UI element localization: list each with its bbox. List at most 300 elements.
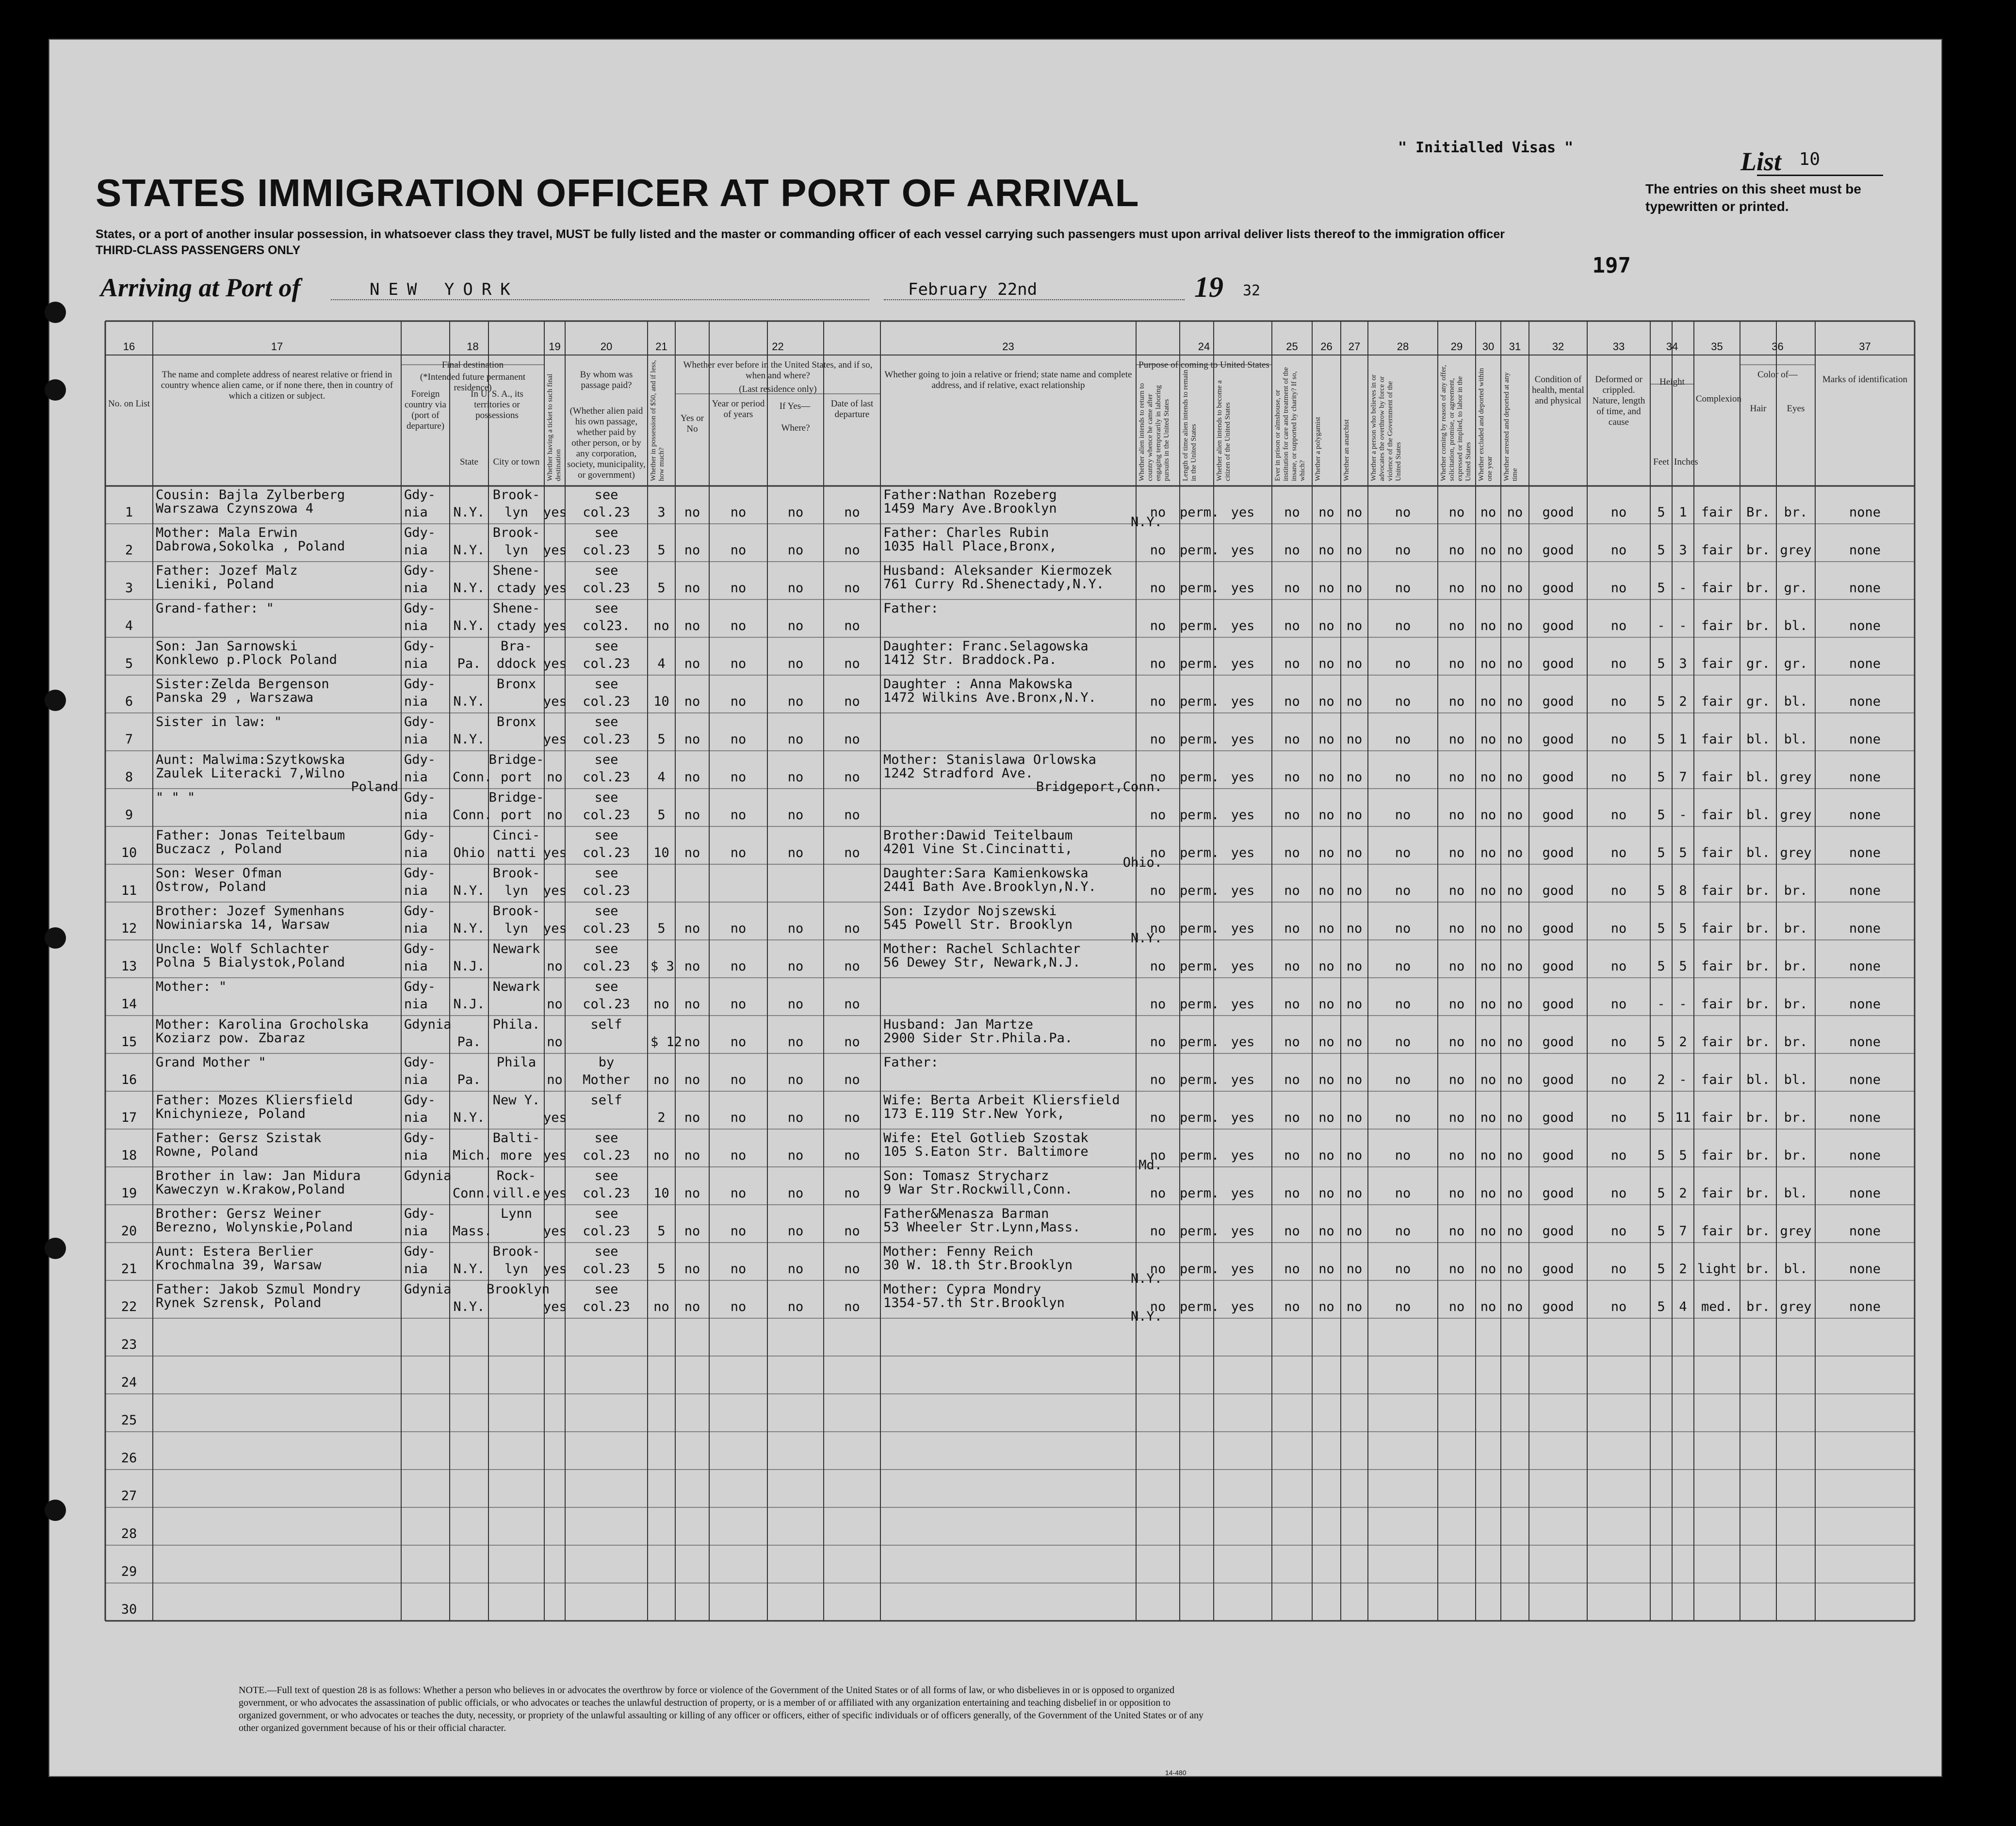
passenger-attribute: no [1610,1186,1627,1201]
passenger-attribute: fair [1701,997,1733,1012]
column-header: Whether ever before in the United States, and if so, when and where? [683,360,873,381]
passenger-attribute: no [1284,581,1300,596]
column-header: Complexion [1696,394,1741,404]
column-header: Whether an anarchist [1343,419,1350,481]
passenger-attribute: br. [1746,959,1770,974]
row-number: 22 [121,1299,137,1314]
relative-address: Rynek Szrensk, Poland [156,1295,322,1310]
passenger-attribute: no [1507,732,1523,747]
destination-city: natti [496,845,537,860]
passenger-attribute: no [1395,1299,1411,1314]
passenger-attribute: no [1610,1110,1627,1125]
joining-relative: 1242 Stradford Ave. [883,766,1033,781]
relative-address: Warszawa Czynszowa 4 [156,501,314,516]
foreign-country: Gdy- [404,1131,436,1146]
passenger-attribute: 2 [1679,1261,1687,1277]
passenger-attribute: fair [1701,921,1733,936]
passenger-attribute: no [1448,1034,1465,1050]
foreign-country: Gdy- [404,828,436,843]
passenger-attribute: no [1284,1110,1300,1125]
previous-visit: no [730,1034,747,1050]
passenger-attribute: no [1318,1034,1334,1050]
money: 5 [657,1261,666,1277]
passage-paid-by: self [590,1093,622,1108]
passenger-attribute: no [1507,1186,1523,1201]
previous-visit: no [730,581,747,596]
foreign-country: nia [404,505,428,520]
passenger-attribute: yes [1231,845,1255,860]
joining-relative: Father&Menasza Barman [883,1206,1049,1221]
passenger-attribute: br. [1784,997,1808,1012]
column-header: Hair [1750,404,1767,414]
passenger-attribute: yes [1231,997,1255,1012]
passenger-attribute: 7 [1679,1224,1687,1239]
passenger-attribute: no [1318,543,1334,558]
row-number: 5 [125,656,133,671]
passenger-attribute: no [1610,1072,1627,1087]
passage-paid-by: col.23 [583,808,630,823]
passenger-attribute: yes [1231,1299,1255,1314]
list-number: 10 [1799,149,1820,169]
column-header: Whether going to join a relative or friend; state name and complete address, and if relative, exact relationship [884,370,1132,390]
passenger-attribute: fair [1701,694,1733,709]
joining-relative: Father:Nathan Rozeberg [883,487,1057,502]
destination-city: Phila. [492,1017,540,1032]
passage-paid-by: see [594,979,618,994]
row-number: 27 [121,1488,137,1503]
relative-address: Uncle: Wolf Schlachter [156,941,329,956]
passenger-attribute: no [1610,1224,1627,1239]
passenger-attribute: none [1849,1186,1881,1201]
destination-city: ctady [496,618,537,633]
passenger-attribute: no [1150,581,1166,596]
passage-paid-by: by [598,1055,615,1070]
previous-visit: no [684,1148,700,1163]
relative-address: Mother: Karolina Grocholska [156,1017,369,1032]
passenger-attribute: 5 [1679,1148,1687,1163]
passenger-attribute: yes [1231,732,1255,747]
foreign-country: nia [404,770,428,785]
passenger-attribute: good [1542,1299,1574,1314]
passenger-attribute: no [1150,656,1166,671]
list-label: List [1740,147,1781,176]
passenger-attribute: br. [1746,1186,1770,1201]
destination-city: Shene- [492,601,540,616]
column-number: 32 [1552,340,1564,353]
passenger-attribute: br. [1746,883,1770,898]
column-header: Whether alien intends to return to country whence he came after engaging temporarily in laboring pursuits in the United States [1138,383,1171,481]
previous-visit: no [844,1186,860,1201]
passenger-attribute: none [1849,581,1881,596]
previous-visit: no [684,543,700,558]
visas-stamp: " Initialled Visas " [1398,139,1574,156]
passenger-attribute: no [1480,1034,1496,1050]
column-number: 22 [772,340,784,353]
passenger-attribute: no [1346,505,1363,520]
passenger-attribute: - [1679,997,1687,1012]
foreign-country: Gdy- [404,639,436,654]
passenger-attribute: perm. [1180,1224,1219,1239]
passenger-attribute: no [1610,1299,1627,1314]
joining-relative: Son: Tomasz Strycharz [883,1168,1049,1183]
relative-address: Father: Mozes Kliersfield [156,1093,353,1108]
passenger-attribute: yes [1231,808,1255,823]
passenger-attribute: fair [1701,618,1733,633]
money: no [653,1299,669,1314]
passenger-attribute: good [1542,1148,1574,1163]
row-number: 1 [125,505,133,520]
passage-paid-by: see [594,866,618,881]
destination-state: Mich. [453,1148,492,1163]
passenger-attribute: perm. [1180,732,1219,747]
destination-city: Cinci- [492,828,540,843]
foreign-country: nia [404,694,428,709]
ticket: yes [543,656,567,671]
passenger-attribute: yes [1231,1110,1255,1125]
foreign-country: Gdy- [404,979,436,994]
passage-paid-by: col.23 [583,694,630,709]
passenger-attribute: br. [1746,1224,1770,1239]
column-number: 31 [1509,340,1521,353]
passenger-attribute: 5 [1679,921,1687,936]
column-header: No. on List [108,399,150,409]
foreign-country: Gdynia [404,1168,452,1183]
joining-relative: 1354-57.th Str.Brooklyn [883,1295,1065,1310]
passenger-attribute: bl. [1784,732,1808,747]
joining-relative: Md. [1138,1158,1162,1173]
previous-visit: no [844,997,860,1012]
passenger-attribute: no [1448,959,1465,974]
row-number: 7 [125,732,133,747]
passenger-attribute: no [1610,921,1627,936]
column-header: Length of time alien intends to remain in the United States [1182,370,1198,481]
passenger-attribute: no [1150,921,1166,936]
relative-address: Mother: " [156,979,227,994]
passenger-attribute: no [1480,1261,1496,1277]
money: 4 [657,656,666,671]
destination-state: N.Y. [453,618,485,633]
passage-paid-by: see [594,677,618,692]
typewritten-note: The entries on this sheet must be typewritten or printed. [1645,181,1861,214]
passenger-attribute: no [1284,1186,1300,1201]
relative-address: Brother in law: Jan Midura [156,1168,361,1183]
previous-visit: no [684,921,700,936]
column-header: Condition of health, mental and physical [1532,374,1584,406]
passenger-attribute: no [1150,1072,1166,1087]
passenger-attribute: no [1284,618,1300,633]
passenger-attribute: fair [1701,845,1733,860]
row-number: 26 [121,1451,137,1466]
foreign-country: nia [404,656,428,671]
passenger-attribute: - [1679,808,1687,823]
column-number: 37 [1859,340,1871,353]
passenger-attribute: no [1346,997,1363,1012]
previous-visit: no [730,808,747,823]
passenger-attribute: no [1507,618,1523,633]
passenger-attribute: fair [1701,656,1733,671]
passenger-attribute: no [1610,770,1627,785]
passenger-attribute: br. [1746,997,1770,1012]
destination-state: Mass. [453,1224,492,1239]
passenger-attribute: good [1542,656,1574,671]
passage-paid-by: see [594,828,618,843]
passenger-attribute: none [1849,770,1881,785]
destination-city: New Y. [492,1093,540,1108]
passenger-attribute: 7 [1679,770,1687,785]
column-header: Purpose of coming to United States [1138,360,1269,370]
previous-visit: no [844,581,860,596]
previous-visit: no [730,505,747,520]
row-number: 16 [121,1072,137,1087]
passenger-attribute: no [1150,732,1166,747]
passenger-attribute: no [1150,618,1166,633]
destination-state: N.Y. [453,505,485,520]
destination-state: N.J. [453,959,485,974]
row-number: 29 [121,1564,137,1579]
joining-relative: N.Y. [1130,931,1162,946]
money: 5 [657,808,666,823]
passenger-attribute: none [1849,1110,1881,1125]
passenger-attribute: no [1395,1261,1411,1277]
passage-paid-by: col.23 [583,1261,630,1277]
destination-city: ctady [496,581,537,596]
passenger-attribute: no [1480,1299,1496,1314]
passenger-attribute: perm. [1180,1148,1219,1163]
previous-visit: no [684,656,700,671]
passenger-attribute: yes [1231,1034,1255,1050]
joining-relative: Ohio. [1122,855,1162,870]
passenger-attribute: no [1346,921,1363,936]
passenger-attribute: no [1507,1299,1523,1314]
destination-city: Bronx [496,714,537,729]
passenger-attribute: no [1507,694,1523,709]
passenger-attribute: no [1507,543,1523,558]
relative-address: " " " [156,790,195,805]
passenger-attribute: yes [1231,921,1255,936]
row-number: 17 [121,1110,137,1125]
passenger-attribute: none [1849,997,1881,1012]
passenger-attribute: no [1395,1186,1411,1201]
relative-address: Kaweczyn w.Krakow,Poland [156,1182,345,1197]
joining-relative: 545 Powell Str. Brooklyn [883,917,1073,932]
destination-city: port [500,808,533,823]
passenger-attribute: no [1610,1261,1627,1277]
passenger-attribute: no [1448,808,1465,823]
passenger-attribute: bl. [1784,1186,1808,1201]
passenger-attribute: 3 [1679,656,1687,671]
relative-address: Brother: Jozef Symenhans [156,904,345,919]
previous-visit: no [787,694,804,709]
ticket: yes [543,1110,567,1125]
passenger-attribute: no [1346,694,1363,709]
passenger-attribute: br. [1746,581,1770,596]
passage-paid-by: col.23 [583,505,630,520]
previous-visit: no [787,581,804,596]
column-header: Whether alien intends to become a citizen of the United States [1216,380,1232,481]
destination-city: Bra- [500,639,533,654]
passenger-attribute: no [1448,543,1465,558]
passage-paid-by: see [594,714,618,729]
ticket: yes [543,505,567,520]
previous-visit: no [684,959,700,974]
passenger-attribute: bl. [1746,732,1770,747]
previous-visit: no [787,997,804,1012]
passenger-attribute: no [1507,1148,1523,1163]
passage-paid-by: see [594,752,618,767]
foreign-country: Gdy- [404,1055,436,1070]
money: 5 [657,543,666,558]
row-number: 30 [121,1602,137,1617]
passenger-attribute: 5 [1657,1186,1665,1201]
passenger-attribute: no [1150,770,1166,785]
relative-address: Rowne, Poland [156,1144,259,1159]
foreign-country: nia [404,1148,428,1163]
ticket: no [547,770,563,785]
passenger-attribute: none [1849,959,1881,974]
ticket: yes [543,1186,567,1201]
passenger-attribute: no [1150,1110,1166,1125]
passage-paid-by: col.23 [583,921,630,936]
passenger-attribute: gr. [1746,656,1770,671]
column-header: Feet [1653,457,1669,467]
money: 10 [653,845,669,860]
previous-visit: no [730,694,747,709]
row-number: 13 [121,959,137,974]
passenger-attribute: none [1849,1034,1881,1050]
passenger-attribute: fair [1701,1148,1733,1163]
passenger-attribute: no [1284,1148,1300,1163]
passenger-attribute: no [1395,1072,1411,1087]
previous-visit: no [787,1072,804,1087]
passenger-attribute: good [1542,543,1574,558]
relative-address: Aunt: Estera Berlier [156,1244,314,1259]
passenger-attribute: no [1346,618,1363,633]
passenger-attribute: 5 [1657,1148,1665,1163]
passenger-attribute: no [1346,1186,1363,1201]
passage-paid-by: col.23 [583,1186,630,1201]
passenger-attribute: br. [1784,1110,1808,1125]
passenger-attribute: no [1284,543,1300,558]
foreign-country: nia [404,1224,428,1239]
column-header: Year or period of years [712,399,765,420]
previous-visit: no [730,1110,747,1125]
passenger-attribute: none [1849,618,1881,633]
row-number: 2 [125,543,133,558]
passenger-attribute: no [1448,1261,1465,1277]
passenger-attribute: no [1346,883,1363,898]
passenger-attribute: br. [1746,921,1770,936]
money: 3 [657,505,666,520]
passenger-attribute: no [1150,1034,1166,1050]
relative-address: Father: Gersz Szistak [156,1131,322,1146]
joining-relative: Husband: Aleksander Kiermozek [883,563,1112,578]
passenger-attribute: bl. [1746,770,1770,785]
column-header: If Yes— [779,401,811,411]
form-code: 14-480 [1165,1769,1187,1777]
passenger-attribute: no [1318,921,1334,936]
passenger-attribute: no [1318,581,1334,596]
foreign-country: nia [404,997,428,1012]
relative-address: Polna 5 Bialystok,Poland [156,955,345,970]
joining-relative: 53 Wheeler Str.Lynn,Mass. [883,1220,1081,1235]
passenger-attribute: yes [1231,618,1255,633]
passenger-attribute: no [1448,997,1465,1012]
previous-visit: no [844,808,860,823]
passenger-attribute: 5 [1657,883,1665,898]
previous-visit: no [730,618,747,633]
passenger-attribute: no [1346,1110,1363,1125]
passenger-attribute: good [1542,770,1574,785]
ticket: yes [543,732,567,747]
column-header: Deformed or crippled. Nature, length of time, and cause [1592,374,1645,427]
passenger-attribute: no [1318,732,1334,747]
destination-city: ddock [496,656,537,671]
column-header: Marks of identification [1822,374,1908,385]
instructions-text: States, or a port of another insular possession, in whatsoever class they travel, MUST be fully listed and the master or commanding officer of each vessel carrying such passengers must upon arrival deliver lists thereof to the immigration officer [96,227,1505,241]
passenger-attribute: no [1395,997,1411,1012]
money: 2 [657,1110,666,1125]
foreign-country: Gdy- [404,1093,436,1108]
destination-state: N.Y. [453,581,485,596]
passenger-attribute: 4 [1679,1299,1687,1314]
ticket: no [547,959,563,974]
previous-visit: no [730,845,747,860]
joining-relative: 1472 Wilkins Ave.Bronx,N.Y. [883,690,1096,705]
passenger-attribute: no [1284,656,1300,671]
foreign-country: nia [404,543,428,558]
previous-visit: no [787,921,804,936]
passenger-attribute: no [1507,883,1523,898]
destination-city: lyn [504,543,528,558]
joining-relative: 1412 Str. Braddock.Pa. [883,652,1057,667]
passenger-attribute: none [1849,1148,1881,1163]
passenger-attribute: yes [1231,505,1255,520]
row-number: 24 [121,1375,137,1390]
destination-state: N.J. [453,997,485,1012]
money: no [653,618,669,633]
passenger-attribute: 5 [1657,1034,1665,1050]
passenger-attribute: perm. [1180,883,1219,898]
passenger-attribute: no [1284,845,1300,860]
passage-paid-by: see [594,487,618,502]
previous-visit: no [684,808,700,823]
previous-visit: no [787,1034,804,1050]
passenger-attribute: med. [1701,1299,1733,1314]
foreign-country: nia [404,845,428,860]
passenger-attribute: no [1150,1148,1166,1163]
passenger-attribute: no [1318,959,1334,974]
passenger-attribute: grey [1780,1224,1812,1239]
foreign-country: Gdy- [404,714,436,729]
passenger-attribute: 5 [1657,656,1665,671]
passenger-attribute: no [1480,656,1496,671]
passenger-attribute: perm. [1180,1261,1219,1277]
previous-visit: no [684,505,700,520]
destination-city: Shene- [492,563,540,578]
money: 5 [657,1224,666,1239]
passenger-attribute: no [1346,656,1363,671]
destination-state: N.Y. [453,1299,485,1314]
column-header: Height [1659,377,1685,387]
passage-paid-by: see [594,525,618,540]
year-prefix: 19 [1194,271,1223,303]
column-number: 23 [1002,340,1014,353]
destination-city: Bridge- [488,752,544,767]
column-header: Whether a person who believes in or advocates the overthrow by force or violence of the Government of the United States [1370,374,1402,481]
passenger-attribute: no [1318,694,1334,709]
previous-visit: no [787,732,804,747]
passenger-attribute: no [1448,845,1465,860]
